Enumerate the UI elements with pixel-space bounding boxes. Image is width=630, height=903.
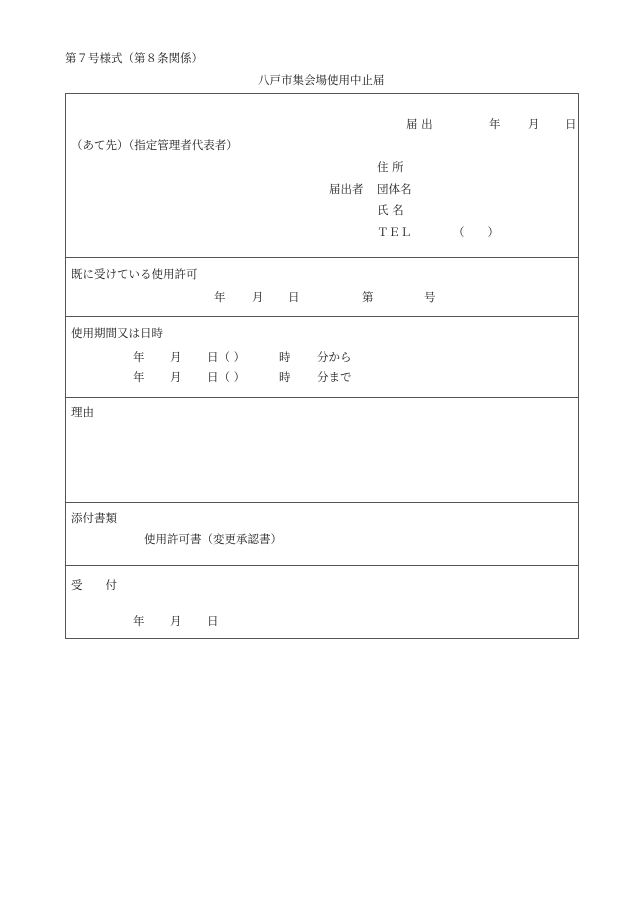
receipt-year: 年: [133, 614, 145, 628]
document-title: 八戸市集会場使用中止届: [258, 73, 385, 87]
permit-month: 月: [252, 290, 264, 304]
period-start-minute: 分から: [317, 350, 352, 364]
receipt-label: 受 付: [71, 578, 117, 592]
period-end-month: 月: [170, 370, 182, 384]
notification-date-prefix: 届 出: [406, 117, 433, 131]
address-label: 住 所: [377, 160, 404, 174]
reason-section: [66, 397, 578, 503]
receipt-day: 日: [207, 614, 219, 628]
attachments-section: [66, 502, 578, 566]
receipt-section: [66, 565, 578, 639]
period-end-day: 日（ ）: [207, 370, 246, 384]
permit-section: [66, 257, 578, 317]
period-label: 使用期間又は日時: [71, 326, 163, 340]
tel-label: ＴＥＬ: [377, 225, 412, 239]
permit-day: 日: [288, 290, 300, 304]
period-start-day: 日（ ）: [207, 350, 246, 364]
permit-year: 年: [214, 290, 226, 304]
receipt-month: 月: [170, 614, 182, 628]
permit-label: 既に受けている使用許可: [71, 267, 198, 281]
notification-section: [66, 94, 578, 258]
notification-year: 年: [489, 117, 501, 131]
period-end-hour: 時: [279, 370, 291, 384]
period-end-minute: 分まで: [317, 370, 352, 384]
tel-paren: （ ）: [453, 225, 499, 239]
applicant-label: 届出者: [329, 182, 364, 196]
form-table: [65, 93, 579, 639]
permit-number-prefix: 第: [362, 290, 374, 304]
addressee: （あて先）（指定管理者代表者）: [71, 138, 238, 152]
period-start-year: 年: [133, 350, 145, 364]
permit-number-suffix: 号: [424, 290, 436, 304]
notification-month: 月: [528, 117, 540, 131]
name-label: 氏 名: [377, 203, 404, 217]
notification-day: 日: [565, 117, 577, 131]
form-number: 第７号様式（第８条関係）: [65, 51, 203, 65]
period-start-month: 月: [170, 350, 182, 364]
period-end-year: 年: [133, 370, 145, 384]
attachment-item: 使用許可書（変更承認書）: [144, 532, 282, 546]
attachments-label: 添付書類: [71, 511, 117, 525]
reason-label: 理由: [71, 405, 94, 419]
period-section: [66, 316, 578, 398]
period-start-hour: 時: [279, 350, 291, 364]
group-label: 団体名: [377, 182, 412, 196]
